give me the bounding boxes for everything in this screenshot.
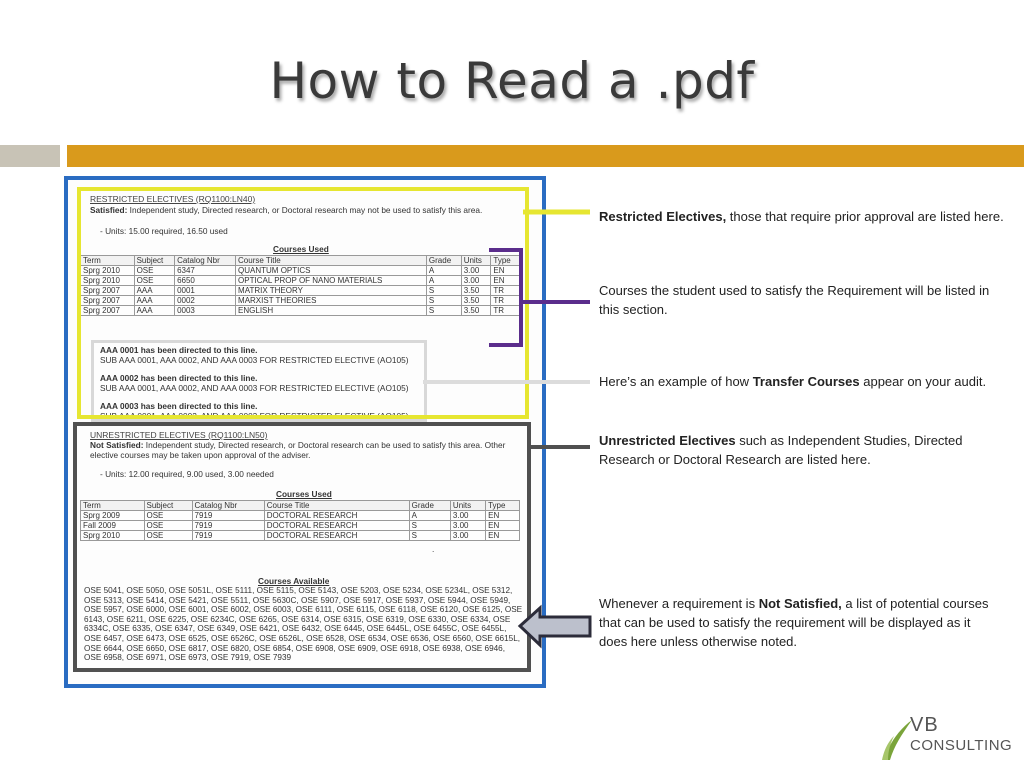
table-column-header: Units: [450, 501, 485, 511]
restricted-header: RESTRICTED ELECTIVES (RQ1100:LN40): [90, 194, 256, 204]
table-column-header: Course Title: [236, 256, 427, 266]
table-cell: QUANTUM OPTICS: [236, 266, 427, 276]
table-cell: Sprg 2007: [81, 306, 135, 316]
table-column-header: Subject: [144, 501, 192, 511]
logo-text-consulting: CONSULTING: [910, 737, 1013, 754]
restricted-status: Satisfied: Independent study, Directed research, or Doctoral research may not be used to satisfy this area.: [90, 205, 483, 215]
table-cell: Sprg 2007: [81, 296, 135, 306]
table-cell: MATRIX THEORY: [236, 286, 427, 296]
callout-restricted: Restricted Electives, those that require prior approval are listed here.: [599, 209, 1004, 224]
table-column-header: Grade: [409, 501, 450, 511]
callout-courses-used: Courses the student used to satisfy the Requirement will be listed in this section.: [599, 283, 990, 317]
callout-transfer: Here’s an example of how Transfer Courses appear on your audit.: [599, 374, 987, 389]
table-column-header: Term: [81, 501, 145, 511]
table-cell: S: [409, 531, 450, 541]
table-column-header: Units: [461, 256, 491, 266]
table-cell: 0003: [175, 306, 236, 316]
left-arrow-icon: [520, 608, 590, 645]
courses-available-list: OSE 5041, OSE 5050, OSE 5051L, OSE 5111, OSE 5115, OSE 5143, OSE 5203, OSE 5234, OSE 5234L, OSE 5312, OSE 5313, OSE 5414, OSE 5421, OSE 5511, OSE 5630C, OSE 5907, OSE 5917, OSE 5937, OSE 5944, OSE 5949, OSE 5957, OSE 6000, OSE 6001, OSE 6002, OSE 6003, OSE 6111, OSE 6115, OSE 6118, OSE 6120, OSE 6125, OSE 6143, OSE 6211, OSE 6225, OSE 6234C, OSE 6265, OSE 6314, OSE 6315, OSE 6319, OSE 6330, OSE 6334, OSE 6334C, OSE 6335, OSE 6347, OSE 6349, OSE 6421, OSE 6432, OSE 6445, OSE 6445L, OSE 6455C, OSE 6455L, OSE 6457, OSE 6473, OSE 6525, OSE 6526C, OSE 6526L, OSE 6528, OSE 6534, OSE 6536, OSE 6560, OSE 6615L, OSE 6644, OSE 6650, OSE 6817, OSE 6820, OSE 6854, OSE 6908, OSE 6909, OSE 6918, OSE 6938, OSE 6946, OSE 6958, OSE 6971, OSE 6973, OSE 7919, OSE 7939: [84, 586, 523, 663]
callout-not-satisfied: Whenever a requirement is Not Satisfied, a list of potential courses that can be used to satisfy the requirement will be displayed as it does here unless otherwise noted.: [599, 596, 989, 649]
table-cell: S: [409, 521, 450, 531]
table-cell: TR: [491, 286, 520, 296]
table-cell: 3.50: [461, 306, 491, 316]
table-cell: EN: [491, 276, 520, 286]
table-cell: 0002: [175, 296, 236, 306]
stray-dot: .: [432, 544, 435, 554]
table-cell: S: [426, 306, 461, 316]
table-cell: Fall 2009: [81, 521, 145, 531]
table-column-header: Course Title: [264, 501, 409, 511]
table-cell: 6347: [175, 266, 236, 276]
unrestricted-units: - Units: 12.00 required, 9.00 used, 3.00 needed: [100, 469, 274, 479]
transfer-note-sub: SUB AAA 0001, AAA 0002, AND AAA 0003 FOR RESTRICTED ELECTIVE (AO105): [100, 383, 409, 393]
table-cell: 0001: [175, 286, 236, 296]
transfer-note-head: AAA 0003 has been directed to this line.: [100, 401, 258, 411]
table-cell: TR: [491, 296, 520, 306]
table-column-header: Catalog Nbr: [192, 501, 264, 511]
table-cell: DOCTORAL RESEARCH: [264, 521, 409, 531]
table-cell: Sprg 2007: [81, 286, 135, 296]
unrestricted-courses-used-label: Courses Used: [276, 489, 332, 499]
table-cell: Sprg 2010: [81, 276, 135, 286]
logo-text-vb: VB: [910, 714, 939, 736]
courses-used-bracket: [489, 250, 521, 345]
table-cell: 7919: [192, 521, 264, 531]
table-cell: AAA: [134, 306, 175, 316]
table-cell: Sprg 2010: [81, 531, 145, 541]
table-cell: EN: [491, 266, 520, 276]
table-cell: MARXIST THEORIES: [236, 296, 427, 306]
table-column-header: Catalog Nbr: [175, 256, 236, 266]
table-cell: Sprg 2010: [81, 266, 135, 276]
table-column-header: Grade: [426, 256, 461, 266]
table-cell: DOCTORAL RESEARCH: [264, 511, 409, 521]
table-column-header: Type: [491, 256, 520, 266]
unrestricted-status: Not Satisfied: Independent study, Directed research, or Doctoral research can be used to satisfy this area. Other: [90, 440, 506, 450]
table-cell: 3.00: [461, 266, 491, 276]
courses-available-label: Courses Available: [258, 576, 330, 586]
table-cell: OPTICAL PROP OF NANO MATERIALS: [236, 276, 427, 286]
slide-title: How to Read a .pdf: [269, 52, 755, 110]
transfer-note-sub: SUB AAA 0001, AAA 0002, AND AAA 0003 FOR RESTRICTED ELECTIVE (AO105): [100, 411, 409, 421]
table-cell: 3.50: [461, 296, 491, 306]
table-cell: 3.00: [461, 276, 491, 286]
table-cell: Sprg 2009: [81, 511, 145, 521]
table-column-header: Term: [81, 256, 135, 266]
table-cell: EN: [486, 521, 520, 531]
unrestricted-status-cont: elective courses may be taken upon approval of the adviser.: [90, 450, 311, 460]
table-cell: AAA: [134, 296, 175, 306]
table-cell: S: [426, 286, 461, 296]
table-cell: 3.00: [450, 511, 485, 521]
table-cell: TR: [491, 306, 520, 316]
table-cell: OSE: [144, 511, 192, 521]
table-cell: A: [409, 511, 450, 521]
table-cell: 7919: [192, 511, 264, 521]
transfer-note-head: AAA 0001 has been directed to this line.: [100, 345, 258, 355]
restricted-courses-used-label: Courses Used: [273, 244, 329, 254]
table-cell: A: [426, 266, 461, 276]
transfer-note-head: AAA 0002 has been directed to this line.: [100, 373, 258, 383]
table-cell: 3.00: [450, 521, 485, 531]
table-cell: OSE: [144, 521, 192, 531]
table-column-header: Type: [486, 501, 520, 511]
restricted-units: - Units: 15.00 required, 16.50 used: [100, 226, 228, 236]
callout-unrestricted: Unrestricted Electives such as Independent Studies, Directed Research or Doctoral Research are listed here.: [599, 433, 963, 467]
unrestricted-header: UNRESTRICTED ELECTIVES (RQ1100:LN50): [90, 430, 268, 440]
transfer-note-sub: SUB AAA 0001, AAA 0002, AND AAA 0003 FOR RESTRICTED ELECTIVE (AO105): [100, 355, 409, 365]
table-cell: 6650: [175, 276, 236, 286]
vb-consulting-logo: [880, 714, 1020, 762]
table-cell: OSE: [144, 531, 192, 541]
table-cell: OSE: [134, 266, 175, 276]
table-cell: S: [426, 296, 461, 306]
table-cell: EN: [486, 511, 520, 521]
table-cell: DOCTORAL RESEARCH: [264, 531, 409, 541]
table-cell: 7919: [192, 531, 264, 541]
table-cell: A: [426, 276, 461, 286]
table-cell: EN: [486, 531, 520, 541]
table-cell: 3.00: [450, 531, 485, 541]
table-cell: OSE: [134, 276, 175, 286]
table-cell: AAA: [134, 286, 175, 296]
table-column-header: Subject: [134, 256, 175, 266]
table-cell: 3.50: [461, 286, 491, 296]
table-cell: ENGLISH: [236, 306, 427, 316]
